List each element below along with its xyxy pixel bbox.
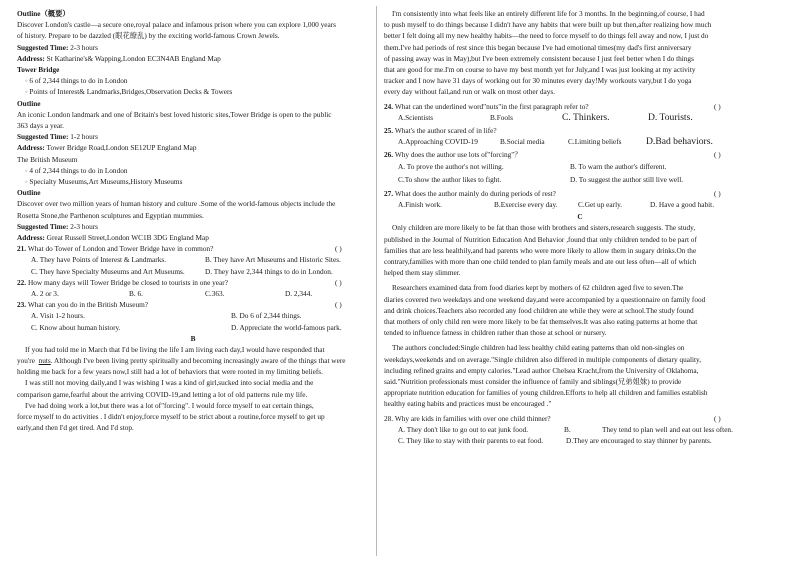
bullet-item: ◦ Points of Interest& Landmarks,Bridges,Observation Decks & Towers xyxy=(25,87,233,97)
paragraph-line: diaries covered two weekdays and one weekend day,and were accompanied by a questionnaire on family food xyxy=(384,294,706,304)
paragraph-line: holding me back for a few years now,I still had a lot of behaviors that were rooted in my limiting beliefs. xyxy=(17,367,323,377)
suggested-time: Suggested Time: 1-2 hours xyxy=(17,132,99,142)
paragraph-line: every day without fail,and run or walk on most other days. xyxy=(384,87,556,97)
options xyxy=(384,174,776,185)
paragraph-line: tracker and I now have 31 days of working out for 30 minutes every day!My workouts vary,but I do yoga xyxy=(384,76,692,86)
paragraph-line: Only children are more likely to be fat than those with brothers and sisters,research suggests. The study, xyxy=(392,223,696,233)
option-c[interactable]: C. They like to stay with their parents to eat food. xyxy=(398,435,543,445)
paragraph-line: you're nuts. Although I've been living pretty spiritually and becoming increasingly aware of the things that were xyxy=(17,355,346,365)
option-b[interactable]: B.Fools xyxy=(490,112,513,122)
option-c[interactable]: C.To show the author likes to fight. xyxy=(398,174,502,184)
left-column xyxy=(17,8,369,433)
option-a[interactable]: A.Approaching COVID-19 xyxy=(398,137,478,147)
paragraph-line: families that are less healthily,and had parents who were more likely to allow them in sugary drinks.On the xyxy=(384,245,697,255)
option-b[interactable]: B.Social media xyxy=(500,137,545,147)
question-21: 21. What do Tower of London and Tower Bridge have in common? ( ) xyxy=(17,244,342,254)
question-28: 28. Why are kids in families with over one child thinner? ( ) xyxy=(384,413,721,423)
paragraph-line: The authors concluded:Single children had less healthy child eating patterns than old non-singles on xyxy=(392,343,685,353)
paragraph-line: said."Nutrition professionals must consider the influence of family and siblings(兄弟姐妹) to provide xyxy=(384,376,682,386)
option-a[interactable]: A. They have Points of Interest & Landmarks. xyxy=(31,255,167,265)
option-d[interactable]: D. They have 2,344 things to do in London. xyxy=(205,266,333,276)
option-b[interactable]: B.Exercise every day. xyxy=(494,200,558,210)
options xyxy=(17,266,369,277)
options xyxy=(384,424,776,435)
options xyxy=(17,310,369,321)
options xyxy=(384,199,776,210)
option-c[interactable]: C. Thinkers. xyxy=(562,111,610,123)
bullet-item: ◦ 6 of 2,344 things to do in London xyxy=(25,76,128,86)
outline-text: 363 days a year. xyxy=(17,121,65,131)
outline-text: Discover London's castle—a secure one,royal palace and infamous prison where you can explore 1,000 years xyxy=(17,20,337,30)
answer-blank[interactable]: ( ) xyxy=(714,188,721,198)
paragraph-line: including refined grains and empty calories."Lead author Chelsea Kracht,from the University of Oklahoma, xyxy=(384,365,699,375)
attraction-title: The British Museum xyxy=(17,154,78,164)
answer-blank[interactable]: ( ) xyxy=(335,244,342,254)
paragraph-line: them.I've had periods of rest since this began because I've had emotional times(my dad's first anniversary xyxy=(384,42,692,52)
option-d[interactable]: D.Bad behaviors. xyxy=(646,136,713,148)
option-b-text: They tend to plan well and eat out less often. xyxy=(602,424,733,434)
question-24: 24. What can the underlined word"nuts"in the first paragraph refer to? ( ) xyxy=(384,101,721,111)
option-d[interactable]: D. To suggest the author still live well. xyxy=(570,174,684,184)
options xyxy=(384,161,776,172)
option-c[interactable]: C.363. xyxy=(205,289,225,299)
options xyxy=(384,112,776,123)
outline-text: of history. Prepare to be dazzled (眼花缭乱) by the exciting world-famous Crown Jewels. xyxy=(17,31,280,41)
address: Address: Tower Bridge Road,London SE12UP England Map xyxy=(17,143,197,153)
options xyxy=(384,136,776,147)
outline-heading: Outline xyxy=(17,188,41,198)
option-b[interactable]: B. 6. xyxy=(129,289,143,299)
question-25: 25. What's the author scared of in life? xyxy=(384,126,497,135)
paragraph-line: tended to influence fatness in children rather than those at school or nursery. xyxy=(384,328,607,338)
section-label: C xyxy=(577,212,583,222)
outline-heading: Outline xyxy=(17,98,41,108)
paragraph-line: contrary,families with more than one child tended to plan family meals and ate out less often—all of which xyxy=(384,256,697,266)
options xyxy=(17,254,369,265)
option-a[interactable]: A. Visit 1-2 hours. xyxy=(31,311,85,321)
options xyxy=(17,322,369,333)
paragraph-line: comparison game,fearful about the arriving COVID-19,and letting a lot of old patterns rule my life. xyxy=(17,389,308,399)
option-a[interactable]: A. They don't like to go out to eat junk food. xyxy=(398,424,529,434)
question-22: 22. How many days will Tower Bridge be closed to tourists in one year? ( ) xyxy=(17,277,342,287)
address: Address: St Katharine's& Wapping,London EC3N4AB England Map xyxy=(17,53,221,63)
option-d[interactable]: D. 2,344. xyxy=(285,289,313,299)
suggested-time: Suggested Time: 2-3 hours xyxy=(17,221,99,231)
paragraph-line: I was still not moving daily,and I was wishing I was a kind of girl,sucked into social media and the xyxy=(25,378,314,388)
option-a[interactable]: A.Finish work. xyxy=(398,200,442,210)
option-c[interactable]: C.Get up early. xyxy=(578,200,623,210)
paragraph-line: and drink choices.Teachers also recorded any food children ate while they were at school.The study found xyxy=(384,305,694,315)
option-a[interactable]: A. 2 or 3. xyxy=(31,289,59,299)
outline-text: Discover over two million years of human history and culture .Some of the world-famous objects include the xyxy=(17,199,336,209)
question-26: 26. Why does the author use lots of"forcing"？ ( ) xyxy=(384,150,721,160)
option-b[interactable]: B. Do 6 of 2,344 things. xyxy=(231,311,302,321)
option-b[interactable]: B. They have Art Museums and Historic Sites. xyxy=(205,255,341,265)
column-divider xyxy=(376,6,377,556)
paragraph-line: I'm consistently into what feels like an entirely different life for 3 months. In the beginning,of course, I had xyxy=(392,9,705,18)
option-d[interactable]: D. Tourists. xyxy=(648,111,693,123)
paragraph-line: helped them stay slimmer. xyxy=(384,268,461,278)
answer-blank[interactable]: ( ) xyxy=(714,413,721,423)
option-c[interactable]: C.Limiting beliefs xyxy=(568,137,622,147)
answer-blank[interactable]: ( ) xyxy=(335,277,342,287)
outline-text: An iconic London landmark and one of Britain's best loved historic sites,Tower Bridge is open to the public xyxy=(17,109,332,119)
section-label: B xyxy=(190,333,196,343)
paragraph-line: healthy eating habits and practices must be encouraged ." xyxy=(384,399,552,409)
paragraph-line: appropriate nutrition education for families of young children.Efforts to help all children and families establish xyxy=(384,388,708,398)
paragraph-line: I've had doing work a lot,but there was a lot of"forcing". I would force myself to eat certain things, xyxy=(25,400,314,410)
option-a[interactable]: A.Scientists xyxy=(398,112,434,122)
option-c[interactable]: C. They have Specialty Museums and Art Museums. xyxy=(31,266,185,276)
option-b[interactable]: B. xyxy=(564,424,571,434)
paragraph-line: force myself to do activities . I didn't enjoy,force myself to be strict about a routine,force myself to get up xyxy=(17,411,325,421)
answer-blank[interactable]: ( ) xyxy=(714,101,721,111)
option-d[interactable]: D.They are encouraged to stay thinner by parents. xyxy=(566,435,712,445)
question-27: 27. What does the author mainly do during periods of rest? ( ) xyxy=(384,188,721,198)
options xyxy=(17,288,369,299)
paragraph-line: of passing away was in May),but I've been extremely consistent because I just feel better when I do things xyxy=(384,53,694,63)
options xyxy=(384,435,776,446)
paragraph-line: If you had told me in March that I'd be living the life I am living each day,I would have responded that xyxy=(25,344,325,354)
right-column xyxy=(384,8,776,446)
option-b[interactable]: B. To warn the author's different. xyxy=(570,161,667,171)
paragraph-line: better I felt doing all my new healthy habits—the need to force myself to do things fell away and now, I just do xyxy=(384,31,709,41)
paragraph-line: that are good for me.I'm on course to have my best month yet for July,and I was just looking at my activity xyxy=(384,65,696,75)
paragraph-line: published in the Journal of Nutrition Education And Behavior ,found that only children tended to be part of xyxy=(384,234,697,244)
attraction-title: Tower Bridge xyxy=(17,65,60,75)
outline-text: Rosetta Stone,the Parthenon sculptures and Egyptian mummies. xyxy=(17,210,204,220)
bullet-item: ◦ 4 of 2,344 things to do in London xyxy=(25,165,128,175)
answer-blank[interactable]: ( ) xyxy=(335,300,342,310)
bullet-item: ◦ Specialty Museums,Art Museums,History Museums xyxy=(25,177,183,187)
option-a[interactable]: A. To prove the author's not willing. xyxy=(398,161,504,171)
paragraph-line: Researchers examined data from food diaries kept by mothers of 62 children aged five to seven.The xyxy=(392,283,684,293)
paragraph-line: that mothers of only child ren were more likely to be fat themselves.It was also eating patterns at home that xyxy=(384,316,698,326)
option-d[interactable]: D. Appreciate the world-famous park. xyxy=(231,322,342,332)
address: Address: Great Russell Street,London WC1B 3DG England Map xyxy=(17,233,209,243)
paragraph-line: early,and then I'd get tired. And I'd stop. xyxy=(17,423,134,433)
question-23: 23. What can you do in the British Museum? ( ) xyxy=(17,300,342,310)
option-c[interactable]: C. Know about human history. xyxy=(31,322,121,332)
suggested-time: Suggested Time: 2-3 hours xyxy=(17,42,99,52)
option-d[interactable]: D. Have a good habit. xyxy=(650,200,715,210)
outline-heading: Outline（概要） xyxy=(17,9,70,18)
paragraph-line: weekdays,weekends and on average."Single children also differed in multiple components of dietary quality, xyxy=(384,354,702,364)
answer-blank[interactable]: ( ) xyxy=(714,150,721,160)
paragraph-line: to push myself to do things because I didn't have any habits that were built up but then,after realizing how much xyxy=(384,20,712,30)
